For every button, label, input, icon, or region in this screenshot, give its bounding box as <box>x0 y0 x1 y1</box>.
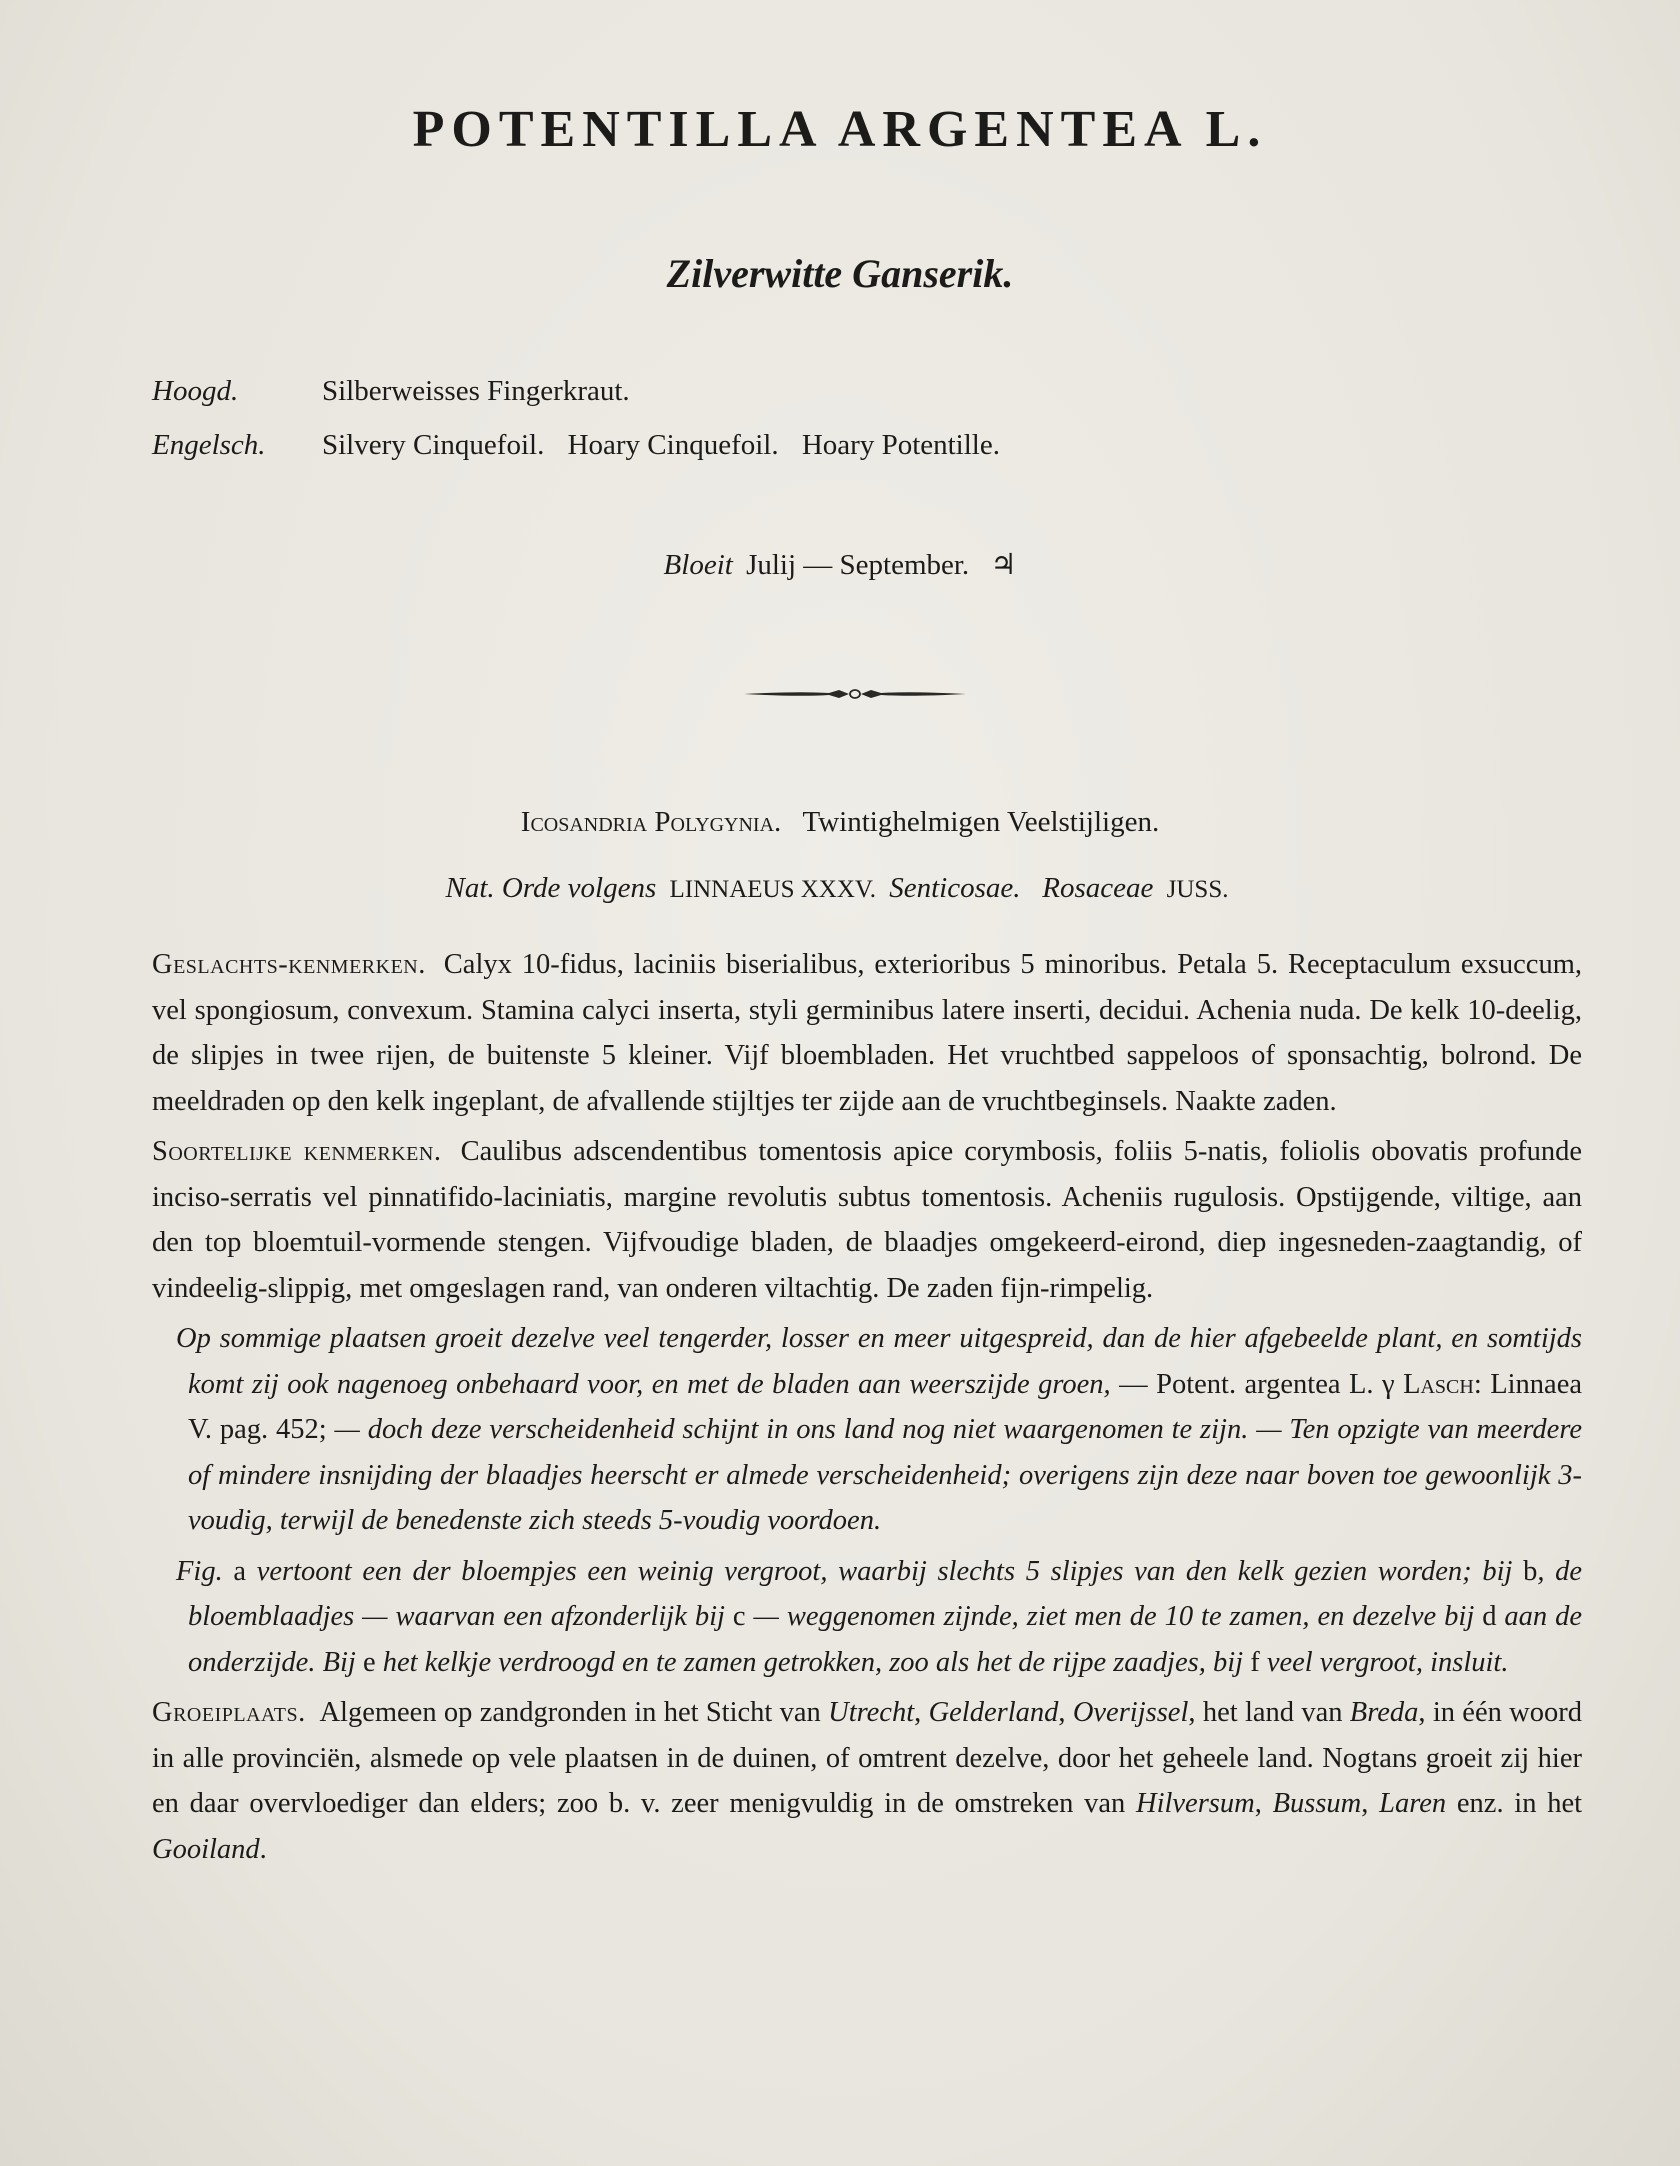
variety-ref: — Potent. argentea L. γ <box>1119 1368 1395 1400</box>
bloei-period: Julij — September. <box>746 549 970 581</box>
fig-text: , de bloemblaadjes — waarvan een afzonderlijk bij <box>188 1555 1583 1632</box>
geslachts-text: Calyx 10-fidus, laciniis biserialibus, exterioribus 5 minoribus. Petala 5. Receptaculum exsuccum, vel spongiosum, convexum. Stamina calyci inserta, styli germinibus latere inserti, decidui. Achenia nuda. De kelk 10-deelig, de slipjes in twee rijen, de buitenste 5 kleiner. Vijf bloembladen. Het vruchtbed sappeloos of sponsachtig, bolrond. De meeldraden op den kelk ingeplant, de afvallende stijltjes ter zijde aan de vruchtbeginsels. Naakte zaden. <box>152 949 1582 1117</box>
description-body <box>152 942 1582 1877</box>
order-rosaceae: Rosaceae <box>1042 872 1154 904</box>
groeiplaats-text: Algemeen op zandgronden in het Sticht van <box>319 1697 821 1728</box>
variety-text: Op sommige plaatsen groeit dezelve veel tengerder, losser en meer uitgespreid, dan de hier afgebeelde plant, en somtijds komt zij ook nagenoeg onbehaard voor, en met de bladen aan weerszijde groen, <box>176 1323 1582 1400</box>
groeiplaats-text: , <box>1058 1697 1066 1728</box>
groeiplaats-text: , <box>1254 1788 1262 1819</box>
figure-paragraph <box>152 1549 1582 1686</box>
place-name: Gelderland <box>928 1697 1059 1728</box>
groeiplaats-text: enz. in het <box>1456 1788 1583 1819</box>
natural-order-line <box>0 872 1680 905</box>
fig-text: het kelkje verdroogd en te zamen getrokken, zoo als het de rijpe zaadjes, bij <box>382 1646 1244 1678</box>
fig-text: veel vergroot, insluit. <box>1266 1646 1509 1678</box>
dutch-name: Zilverwitte Ganserik. <box>666 251 1014 296</box>
geslachts-heading: Geslachts-kenmerken. <box>152 949 426 980</box>
decorative-rule-ornament <box>744 686 966 702</box>
fig-letter: f <box>1250 1646 1260 1678</box>
vernacular-name: Hoary Cinquefoil. <box>567 429 779 461</box>
fig-letter: c <box>732 1601 746 1632</box>
fig-text: vertoont een der bloempjes een weinig vergroot, waarbij slechts 5 slipjes van den kelk gezien worden; bij <box>256 1555 1513 1587</box>
fig-text: — weggenomen zijnde, ziet men de 10 te zamen, en dezelve bij <box>753 1601 1475 1632</box>
vernacular-row-english <box>152 429 1016 483</box>
fig-letter: d <box>1482 1601 1497 1632</box>
vernacular-name: Silberweisses Fingerkraut. <box>322 375 630 407</box>
groeiplaats-text: , in één woord in alle provinciën, alsmede op vele plaatsen in de duinen, of omtrent dezelve, door het geheele land. Nogtans groeit zij hier en daar overvloediger dan elders; zoo b. v. zeer menigvuldig in de omstreken van <box>152 1697 1582 1819</box>
lang-label: Hoogd. <box>152 375 239 407</box>
class-latin: Icosandria Polygynia. <box>520 806 782 838</box>
groeiplaats-heading: Groeiplaats. <box>152 1697 306 1728</box>
fig-text: aan de onderzijde. Bij <box>188 1601 1583 1678</box>
classification-line <box>0 806 1680 839</box>
fig-letter: b <box>1523 1555 1538 1587</box>
geslachts-paragraph <box>152 942 1582 1124</box>
fig-letter: e <box>362 1646 376 1678</box>
place-name: Laren <box>1379 1788 1447 1819</box>
place-name: Utrecht <box>828 1697 915 1728</box>
soortelijke-paragraph <box>152 1129 1582 1311</box>
vernacular-row-german <box>152 375 1016 429</box>
vernacular-name: Hoary Potentille. <box>801 429 1000 461</box>
variety-author: Lasch <box>1403 1368 1474 1400</box>
variety-paragraph <box>152 1316 1582 1544</box>
perennial-symbol: ♃ <box>990 549 1017 581</box>
lang-label: Engelsch. <box>152 429 266 461</box>
variety-citation: : Linnaea V. pag. 452; <box>188 1368 1582 1445</box>
place-name: Hilversum <box>1135 1788 1255 1819</box>
groeiplaats-text: , <box>1361 1788 1369 1819</box>
groeiplaats-text: , <box>914 1697 922 1728</box>
page-title: POTENTILLA ARGENTEA L. <box>412 101 1268 158</box>
place-name: Gooiland <box>152 1833 260 1865</box>
order-juss: JUSS. <box>1166 876 1229 903</box>
class-dutch: Twintighelmigen Veelstijligen. <box>802 806 1160 838</box>
order-linnaeus: LINNAEUS XXXV. <box>669 876 876 903</box>
soortelijke-text: Caulibus adscendentibus tomentosis apice corymbosis, foliis 5-natis, foliolis obovatis profunde inciso-serratis vel pinnatifido-laciniatis, margine revolutis subtus tomentosis. Acheniis rugulosis. Opstijgende, viltige, aan den top bloemtuil-vormende stengen. Vijfvoudige bladen, de blaadjes omgekeerd-eirond, diep ingesneden-zaagtandig, of vindeelig-slippig, met omgeslagen rand, van onderen viltachtig. De zaden fijn-rimpelig. <box>152 1136 1583 1304</box>
bloei-label: Bloeit <box>663 549 733 581</box>
place-name: Overijssel <box>1072 1697 1189 1728</box>
groeiplaats-paragraph <box>152 1690 1582 1872</box>
order-prefix: Nat. Orde volgens <box>445 872 657 904</box>
groeiplaats-text: . <box>259 1833 267 1865</box>
groeiplaats-text: , het land van <box>1188 1697 1343 1728</box>
place-name: Breda <box>1349 1697 1419 1728</box>
fig-letter: a <box>233 1555 247 1587</box>
order-senticosae: Senticosae. <box>889 872 1021 904</box>
vernacular-name: Silvery Cinquefoil. <box>322 429 545 461</box>
variety-text-2: — doch deze verscheidenheid schijnt in ons land nog niet waargenomen te zijn. — Ten opzigte van meerdere of mindere insnijding der blaadjes heerscht er almede verscheidenheid; overigens zijn deze naar boven toe gewoonlijk 3-voudig, terwijl de benedenste zich steeds 5-voudig voordoen. <box>188 1414 1583 1536</box>
vernacular-names <box>152 375 1016 483</box>
soortelijke-heading: Soortelijke kenmerken. <box>152 1136 442 1167</box>
fig-label: Fig. <box>176 1555 223 1587</box>
flowering-period <box>0 547 1680 582</box>
place-name: Bussum <box>1272 1788 1362 1819</box>
